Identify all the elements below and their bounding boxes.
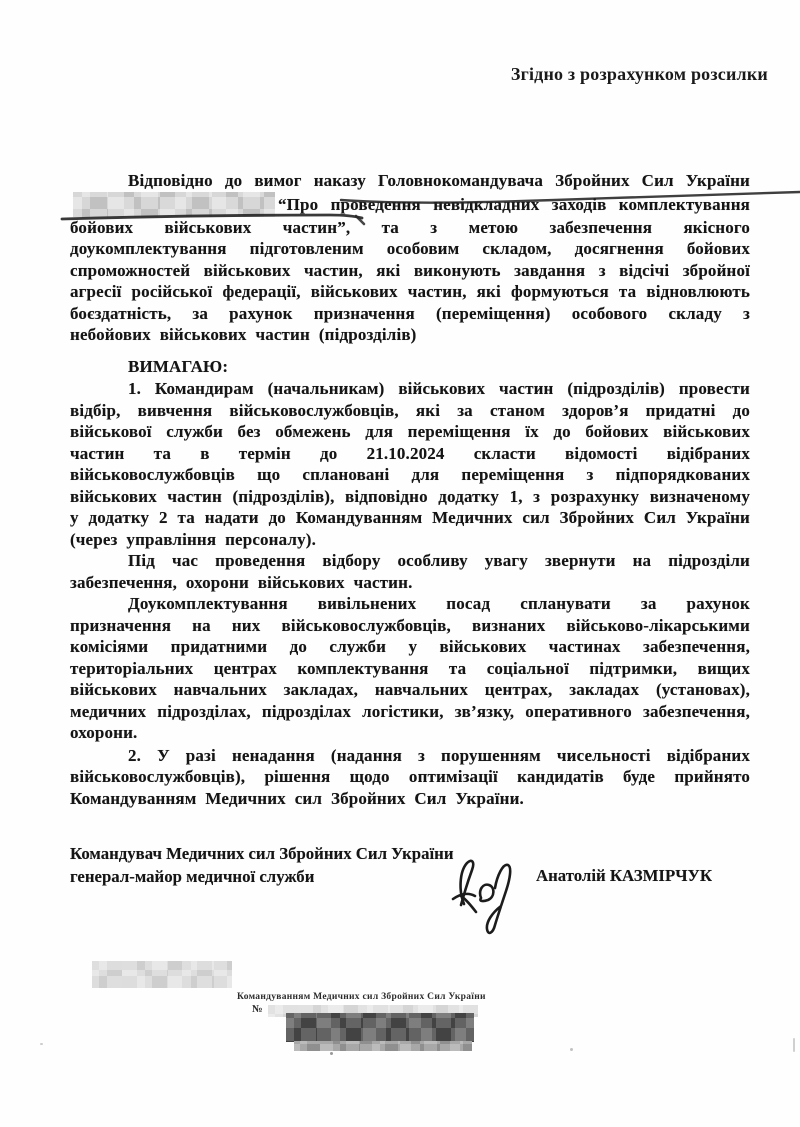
demand-heading: ВИМАГАЮ: <box>128 356 229 376</box>
redaction-pixelated-footer-left <box>92 961 232 988</box>
intro-text-after-redaction: “Про проведення невідкладних заходів комплектування бойових військових частин”, та з метою забезпечення якісного доукомплектування підготовленим особовим складом, досягнення бойових спроможностей військових частин, які виконують завдання з відсічі збройної агресії російської федерації, військових частин, які формуються та відновлюють боєздатність, за рахунок призначення (переміщення) особового складу з небойових військових частин (підрозділів) <box>70 194 750 344</box>
intro-text-before-redaction: Відповідно до вимог наказу Головнокомандувача Збройних Сил України <box>128 171 750 190</box>
paragraph-staffing: Доукомплектування вивільнених посад спланувати за рахунок призначення на них військовослужбовців, визнаних військово-лікарськими комісіями придатними до служби у військових частинах забезпечення, територіальних центрах комплектування та соціальної підтримки, вищих військових навчальних закладах, навчальних центрах, закладах (установах), медичних підрозділах, підрозділах логістики, зв’язку, оперативного забезпечення, охорони. <box>70 594 750 742</box>
signature-block <box>70 842 760 888</box>
scan-speck-dot <box>570 1048 573 1051</box>
scan-speck-dot <box>40 1043 43 1045</box>
deadline-date: 21.10.2024 <box>366 443 445 463</box>
handwritten-signature-icon <box>450 852 530 944</box>
footer-organization-line: Командуванням Медичних сил Збройних Сил України <box>237 992 486 1002</box>
distribution-note: Згідно з розрахунком розсилки <box>510 64 768 84</box>
scan-speck-dot <box>330 1052 333 1055</box>
item1-text-before-date: 1. Командирам (начальникам) військових частин (підрозділів) провести відбір, вивчення військовослужбовців, які за станом здоров’я придатні до військової служби без обмежень для переміщення їх до бойових військових частин та в термін до <box>70 379 750 463</box>
redaction-pixelated-stamp-bottom <box>294 1041 472 1051</box>
redaction-pixelated-order-number <box>73 192 275 217</box>
redaction-pixelated-stamp-dark <box>286 1013 474 1042</box>
paragraph-intro <box>70 170 750 346</box>
signer-name: Анатолій КАЗМІРЧУК <box>535 866 712 885</box>
paragraph-attention: Під час проведення відбору особливу увагу звернути на підрозділи забезпечення, охорони військових частин. <box>70 551 750 592</box>
paragraph-item-1 <box>70 378 750 550</box>
item1-text-after-date: скласти відомості відібраних військовослужбовців що сплановані для переміщення з підпорядкованих військових частин (підрозділів), відповідно додатку 1, з розрахунку визначеному у додатку 2 та надати до Командуванням Медичних сил Збройних Сил України (через управління персоналу). <box>70 443 750 549</box>
signer-position-line1: Командувач Медичних сил Збройних Сил України <box>70 844 454 863</box>
scan-speck-edge-mark <box>793 1038 795 1052</box>
document-body <box>70 170 750 809</box>
footer-number-sign: № <box>252 1004 263 1015</box>
signer-position-line2: генерал-майор медичної служби <box>70 867 315 886</box>
paragraph-item-2: 2. У разі ненадання (надання з порушенням чисельності відібраних військовослужбовців), рішення щодо оптимізації кандидатів буде прийнято Командуванням Медичних сил Збройних Сил України. <box>70 745 750 808</box>
